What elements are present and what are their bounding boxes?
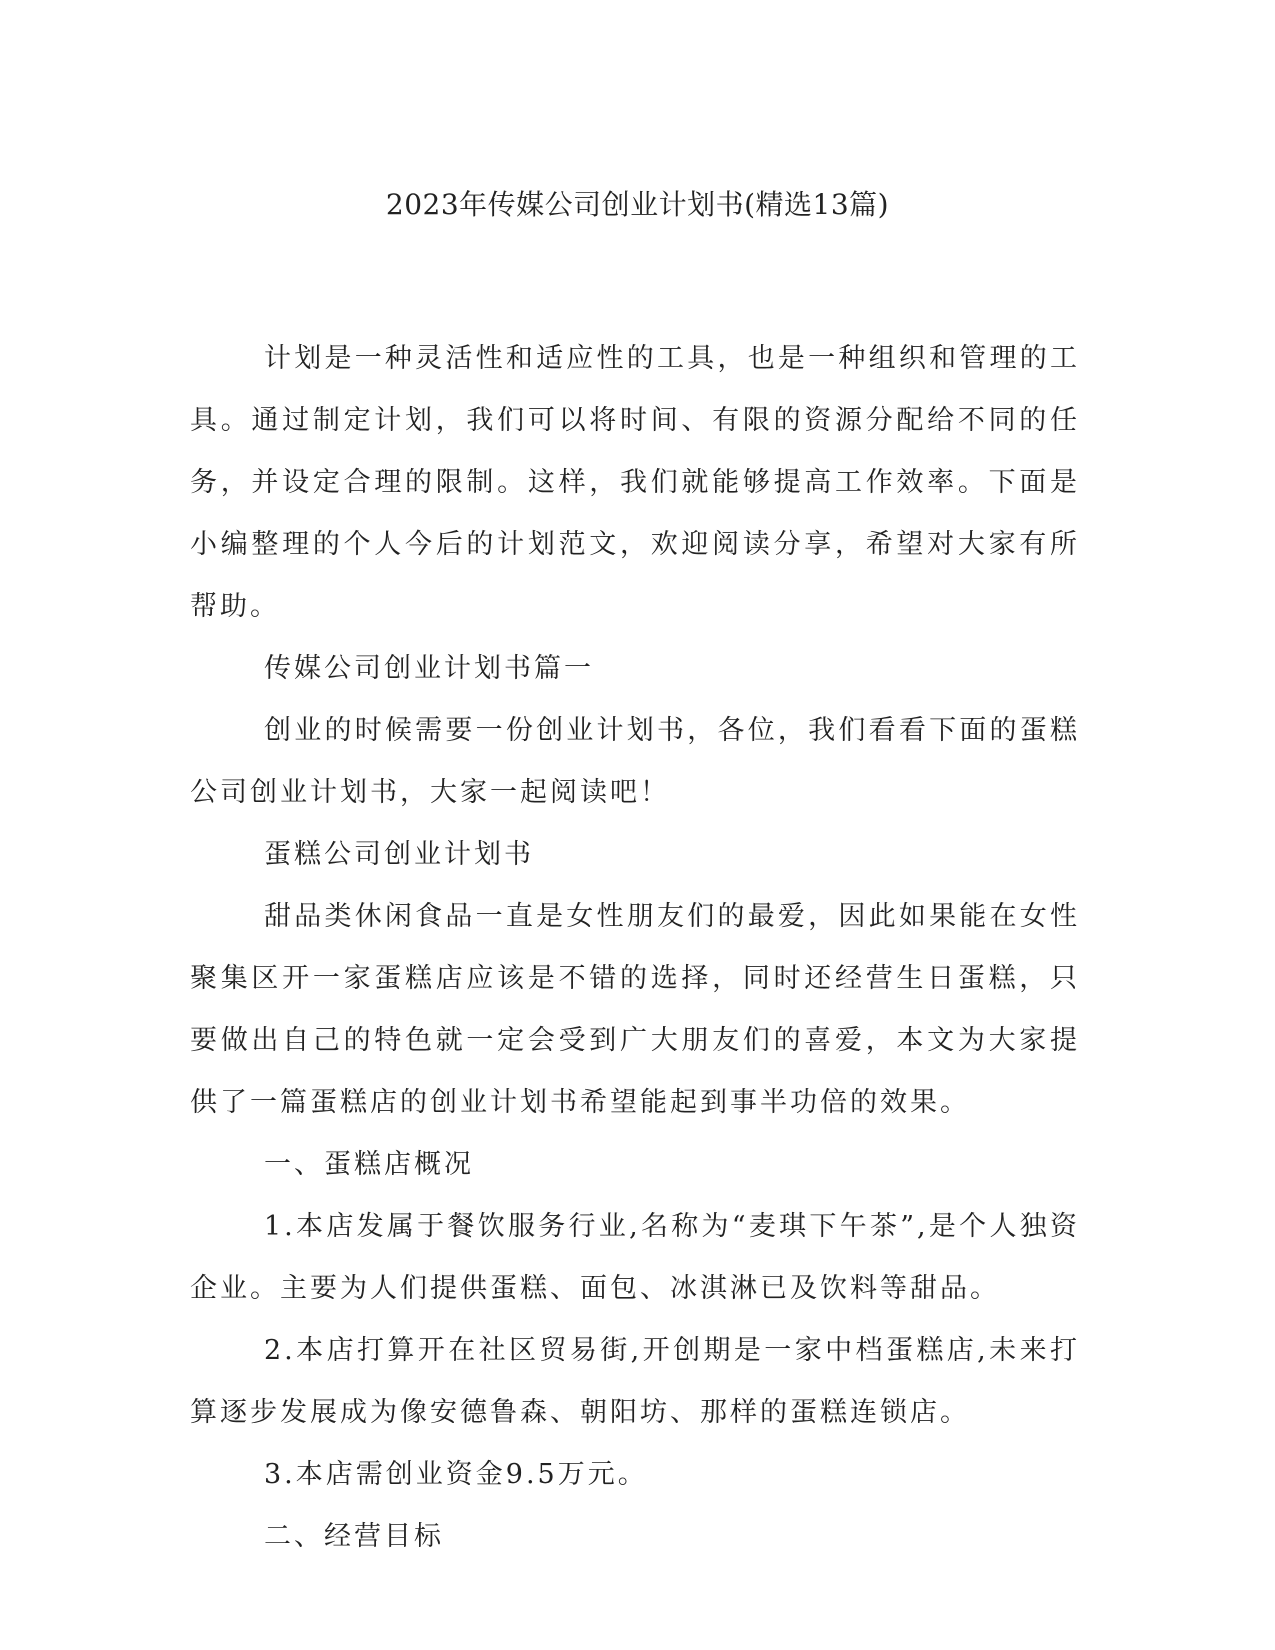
document-title: 2023年传媒公司创业计划书(精选13篇) xyxy=(385,188,890,221)
list-item: 1.本店发属于餐饮服务行业,名称为“麦琪下午茶”,是个人独资企业。主要为人们提供蛋糕、面包、冰淇淋已及饮料等甜品。 xyxy=(190,1211,1080,1304)
section-heading-part-one: 传媒公司创业计划书篇一 xyxy=(264,653,594,684)
paragraph: 创业的时候需要一份创业计划书，各位，我们看看下面的蛋糕公司创业计划书，大家一起阅读吧！ xyxy=(190,715,1080,808)
sub-heading: 蛋糕公司创业计划书 xyxy=(264,839,534,870)
list-item: 3.本店需创业资金9.5万元。 xyxy=(264,1459,648,1490)
paragraph: 甜品类休闲食品一直是女性朋友们的最爱，因此如果能在女性聚集区开一家蛋糕店应该是不错的选择，同时还经营生日蛋糕，只要做出自己的特色就一定会受到广大朋友们的喜爱，本文为大家提供了一篇蛋糕店的创业计划书希望能起到事半功倍的效果。 xyxy=(190,901,1080,1118)
section-heading: 一、蛋糕店概况 xyxy=(264,1149,474,1180)
document-body xyxy=(190,328,1080,1568)
list-item: 2.本店打算开在社区贸易街,开创期是一家中档蛋糕店,未来打算逐步发展成为像安德鲁森、朝阳坊、那样的蛋糕连锁店。 xyxy=(190,1335,1080,1428)
section-heading: 二、经营目标 xyxy=(264,1521,444,1552)
intro-paragraph: 计划是一种灵活性和适应性的工具，也是一种组织和管理的工具。通过制定计划，我们可以将时间、有限的资源分配给不同的任务，并设定合理的限制。这样，我们就能够提高工作效率。下面是小编整理的个人今后的计划范文，欢迎阅读分享，希望对大家有所帮助。 xyxy=(190,343,1080,622)
